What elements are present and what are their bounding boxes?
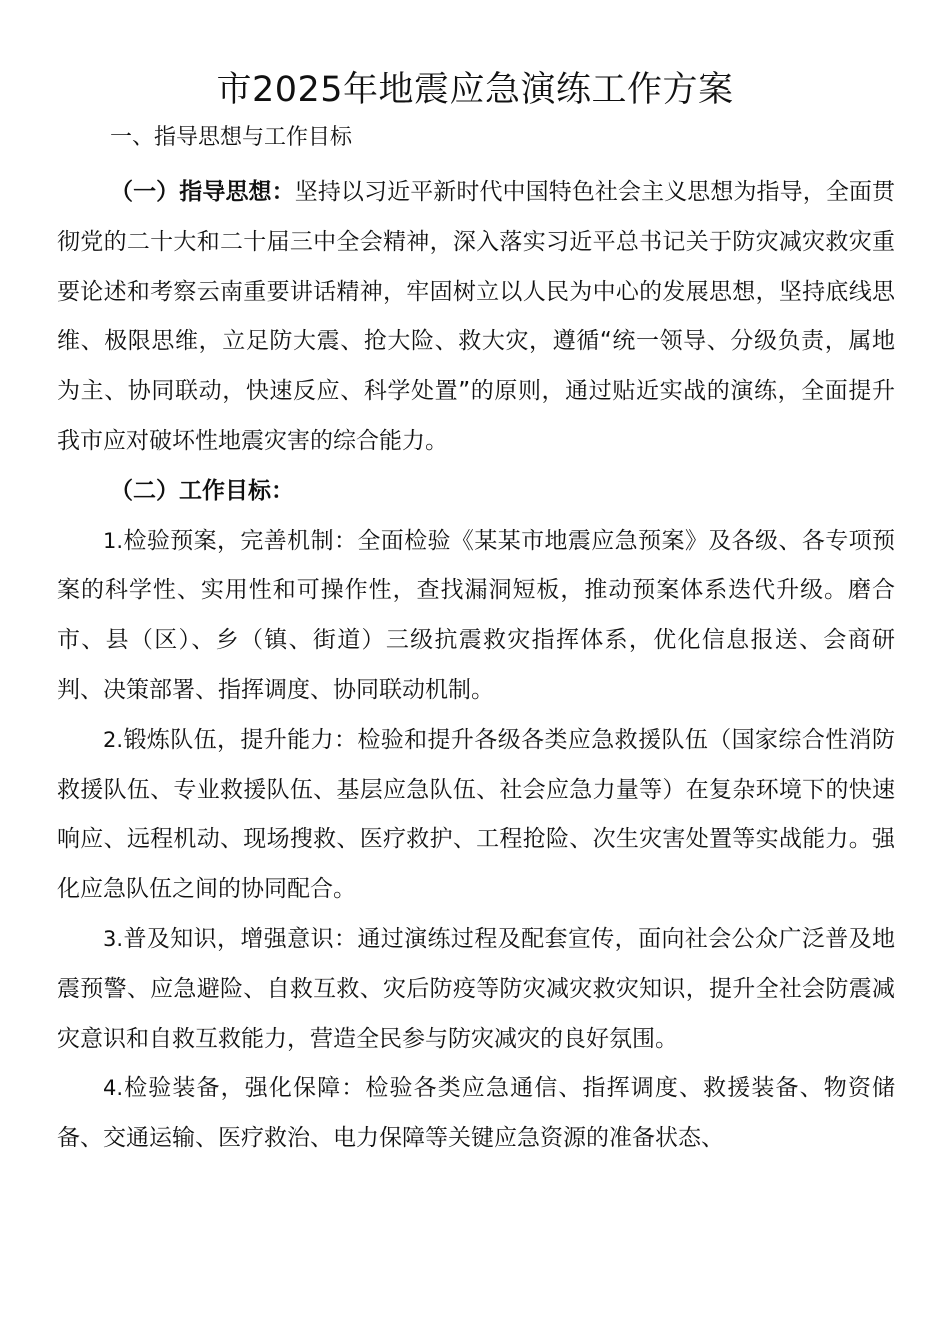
goal-item (57, 1064, 895, 1164)
guiding-thought-paragraph (57, 168, 895, 467)
goal-text: 检验预案，完善机制：全面检验《某某市地震应急预案》及各级、各专项预案的科学性、实用性和可操作性，查找漏洞短板，推动预案体系迭代升级。磨合市、县（区）、乡（镇、街道）三级抗震救灾指挥体系，优化信息报送、会商研判、决策部署、指挥调度、协同联动机制。 (57, 527, 895, 703)
goal-item (57, 716, 895, 915)
goal-number: 4. (103, 1076, 124, 1101)
work-goals-heading-paragraph (57, 467, 895, 517)
goal-text: 普及知识，增强意识：通过演练过程及配套宣传，面向社会公众广泛普及地震预警、应急避险、自救互救、灾后防疫等防灾减灾救灾知识，提升全社会防震减灾意识和自救互救能力，营造全民参与防灾减灾的良好氛围。 (57, 925, 895, 1052)
goal-text: 检验装备，强化保障：检验各类应急通信、指挥调度、救援装备、物资储备、交通运输、医疗救治、电力保障等关键应急资源的准备状态、 (57, 1075, 895, 1152)
goal-number: 2. (103, 727, 124, 752)
document-body (57, 168, 895, 1164)
document-title: 市2025年地震应急演练工作方案 (216, 70, 734, 110)
goal-number: 1. (103, 528, 124, 553)
work-goals-label: （二）工作目标： (110, 477, 294, 504)
section-heading: 一、指导思想与工作目标 (110, 125, 353, 150)
goal-text: 锻炼队伍，提升能力：检验和提升各级各类应急救援队伍（国家综合性消防救援队伍、专业救援队伍、基层应急队伍、社会应急力量等）在复杂环境下的快速响应、远程机动、现场搜救、医疗救护、工程抢险、次生灾害处置等实战能力。强化应急队伍之间的协同配合。 (57, 726, 895, 903)
guiding-thought-text: 坚持以习近平新时代中国特色社会主义思想为指导，全面贯彻党的二十大和二十届三中全会精神，深入落实习近平总书记关于防灾减灾救灾重要论述和考察云南重要讲话精神，牢固树立以人民为中心的发展思想，坚持底线思维、极限思维，立足防大震、抢大险、救大灾，遵循“统一领导、分级负责，属地为主、协同联动，快速反应、科学处置”的原则，通过贴近实战的演练，全面提升我市应对破坏性地震灾害的综合能力。 (57, 179, 896, 454)
goal-item (57, 517, 895, 716)
goal-item (57, 915, 895, 1064)
guiding-thought-label: （一）指导思想： (110, 179, 295, 205)
goal-number: 3. (103, 926, 124, 951)
